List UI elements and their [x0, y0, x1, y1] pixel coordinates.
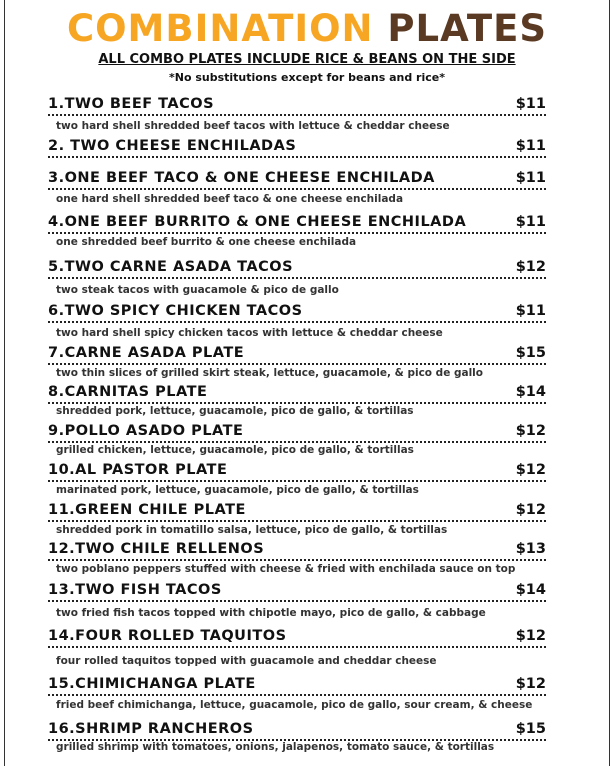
menu-item-name: 5.TWO CARNE ASADA TACOS [48, 259, 294, 275]
title-word-plates: PLATES [387, 7, 548, 50]
menu-item-header [48, 96, 546, 116]
menu-item-description: one hard shell shredded beef taco & one cheese enchilada [56, 193, 404, 205]
menu-item-description: marinated pork, lettuce, guacamole, pico de gallo, & tortillas [56, 484, 419, 496]
menu-item-name: 3.ONE BEEF TACO & ONE CHEESE ENCHILADA [48, 170, 435, 186]
menu-item-header [48, 138, 546, 158]
menu-item-name: 14.FOUR ROLLED TAQUITOS [48, 628, 287, 644]
menu-item-price: $14 [515, 384, 546, 400]
menu-item-header [48, 462, 546, 482]
menu-item-header [48, 582, 546, 602]
menu-item-header [48, 345, 546, 365]
menu-item-description: two hard shell spicy chicken tacos with lettuce & cheddar cheese [56, 327, 443, 339]
menu-item-description: two steak tacos with guacamole & pico de gallo [56, 284, 339, 296]
menu-item-name: 12.TWO CHILE RELLENOS [48, 541, 265, 557]
menu-item-price: $11 [515, 303, 546, 319]
menu-item-header [48, 541, 546, 561]
menu-item-price: $12 [515, 628, 546, 644]
menu-item-header [48, 170, 546, 190]
menu-item-price: $12 [515, 676, 546, 692]
menu-item-price: $11 [515, 138, 546, 154]
menu-item-name: 6.TWO SPICY CHICKEN TACOS [48, 303, 303, 319]
menu-item-price: $12 [515, 259, 546, 275]
menu-item-price: $11 [515, 214, 546, 230]
menu-item-description: shredded pork, lettuce, guacamole, pico de gallo, & tortillas [56, 405, 414, 417]
menu-item-name: 10.AL PASTOR PLATE [48, 462, 228, 478]
menu-item-description: two poblano peppers stuffed with cheese & fried with enchilada sauce on top [56, 563, 516, 575]
menu-item-name: 1.TWO BEEF TACOS [48, 96, 215, 112]
menu-item-description: fried beef chimichanga, lettuce, guacamole, pico de gallo, sour cream, & cheese [56, 699, 533, 711]
menu-item-name: 9.POLLO ASADO PLATE [48, 423, 244, 439]
menu-item-name: 8.CARNITAS PLATE [48, 384, 208, 400]
menu-item-price: $12 [515, 502, 546, 518]
menu-item-description: one shredded beef burrito & one cheese enchilada [56, 236, 357, 248]
menu-item-header [48, 721, 546, 741]
menu-item-header [48, 384, 546, 404]
menu-item-header [48, 259, 546, 279]
menu-item-description: grilled chicken, lettuce, guacamole, pico de gallo, & tortillas [56, 444, 414, 456]
menu-item-header [48, 676, 546, 696]
menu-subtitle: ALL COMBO PLATES INCLUDE RICE & BEANS ON THE SIDE [98, 52, 516, 67]
menu-item-header [48, 423, 546, 443]
menu-item-price: $14 [515, 582, 546, 598]
menu-item-name: 16.SHRIMP RANCHEROS [48, 721, 254, 737]
menu-item-description: two hard shell shredded beef tacos with lettuce & cheddar cheese [56, 120, 450, 132]
title-word-combination: COMBINATION [66, 7, 374, 50]
menu-item-name: 13.TWO FISH TACOS [48, 582, 222, 598]
menu-item-name: 4.ONE BEEF BURRITO & ONE CHEESE ENCHILADA [48, 214, 467, 230]
menu-item-price: $11 [515, 170, 546, 186]
menu-item-description: four rolled taquitos topped with guacamole and cheddar cheese [56, 655, 437, 667]
menu-item-price: $12 [515, 462, 546, 478]
menu-item-description: shredded pork in tomatillo salsa, lettuce, pico de gallo, & tortillas [56, 524, 448, 536]
menu-item-name: 11.GREEN CHILE PLATE [48, 502, 246, 518]
substitution-note: *No substitutions except for beans and rice* [168, 71, 445, 84]
menu-item-description: two thin slices of grilled skirt steak, lettuce, guacamole, & pico de gallo [56, 367, 483, 379]
menu-item-description: two fried fish tacos topped with chipotle mayo, pico de gallo, & cabbage [56, 607, 486, 619]
menu-item-price: $15 [515, 345, 546, 361]
menu-title [0, 6, 614, 52]
menu-item-header [48, 214, 546, 234]
menu-item-price: $12 [515, 423, 546, 439]
menu-item-description: grilled shrimp with tomatoes, onions, jalapenos, tomato sauce, & tortillas [56, 741, 495, 753]
menu-item-header [48, 303, 546, 323]
menu-item-name: 7.CARNE ASADA PLATE [48, 345, 245, 361]
menu-item-name: 2. TWO CHEESE ENCHILADAS [48, 138, 297, 154]
menu-item-price: $11 [515, 96, 546, 112]
menu-item-name: 15.CHIMICHANGA PLATE [48, 676, 256, 692]
menu-item-price: $13 [515, 541, 546, 557]
menu-item-price: $15 [515, 721, 546, 737]
menu-item-header [48, 628, 546, 648]
menu-item-header [48, 502, 546, 522]
